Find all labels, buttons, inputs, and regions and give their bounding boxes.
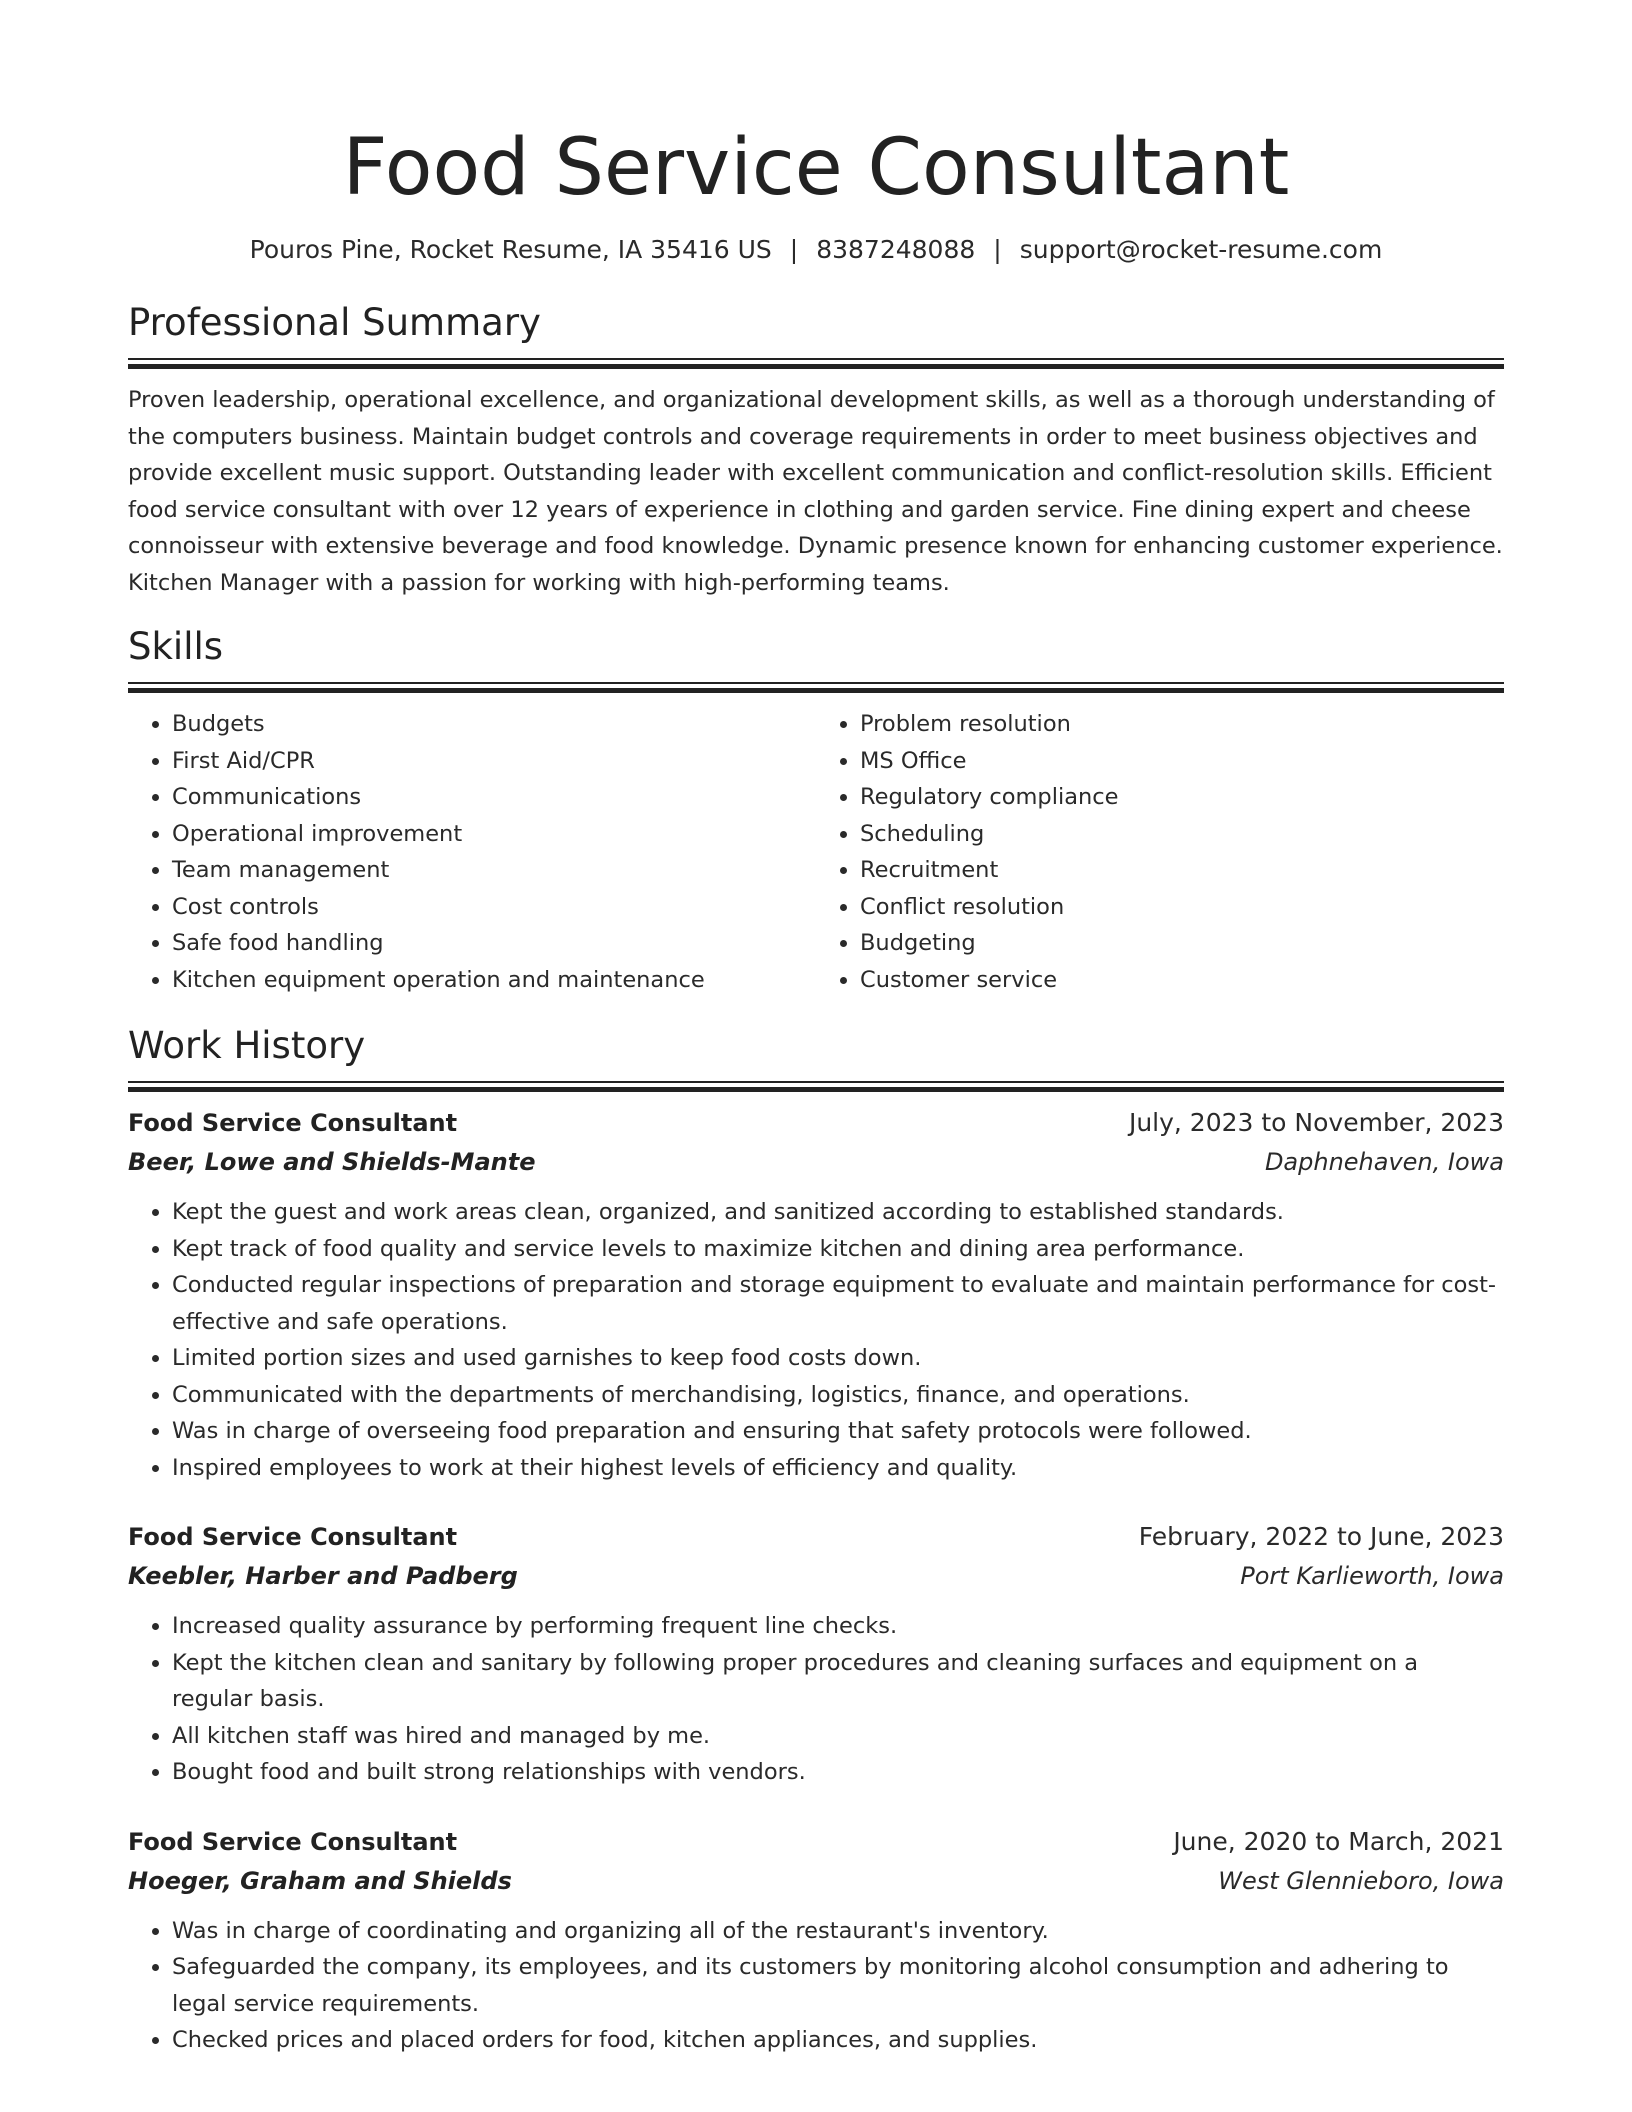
summary-text: Proven leadership, operational excellence, and organizational development skills, as well as a thorough understanding of the computers business. Maintain budget controls and coverage requirements in order to meet business objectives and provide excellent music support. Outstanding leader with excellent communication and conflict-resolution skills. Efficient food service consultant with over 12 years of experience in clothing and garden service. Fine dining expert and cheese connoisseur with extensive beverage and food knowledge. Dynamic presence known for enhancing customer experience. Kitchen Manager with a passion for working with high-performing teams. — [128, 387, 1503, 596]
job-dates: February, 2022 to June, 2023 — [1138, 1522, 1504, 1551]
skill-item: • Cost controls — [172, 889, 816, 926]
job-header — [128, 1104, 1504, 1142]
skill-item: • Budgets — [172, 706, 816, 743]
job-location: Daphnehaven, Iowa — [1264, 1148, 1504, 1176]
job-entry — [128, 1104, 1504, 1486]
skill-item: • Kitchen equipment operation and maintenance — [172, 962, 816, 999]
job-bullet: • Inspired employees to work at their highest levels of efficiency and quality. — [172, 1450, 1504, 1487]
resume-name: Food Service Consultant — [342, 123, 1290, 213]
job-company: Beer, Lowe and Shields-Mante — [128, 1148, 536, 1176]
contact-separator: | — [789, 235, 799, 264]
job-dates: July, 2023 to November, 2023 — [1128, 1108, 1504, 1137]
job-location: West Glennieboro, Iowa — [1218, 1866, 1504, 1895]
job-title: Food Service Consultant — [128, 1109, 458, 1137]
contact-address: Pouros Pine, Rocket Resume, IA 35416 US — [249, 235, 772, 264]
job-dates: June, 2020 to March, 2021 — [1173, 1826, 1504, 1856]
job-entry — [128, 1518, 1504, 1791]
work-history-section — [128, 1023, 1504, 2059]
job-entry — [128, 1823, 1504, 2059]
skill-item: • Communications — [172, 779, 816, 816]
job-company: Keebler, Harber and Padberg — [128, 1562, 518, 1590]
contact-email: support@rocket-resume.com — [1019, 235, 1383, 264]
section-title-work-history: Work History — [128, 1024, 366, 1067]
job-bullets — [128, 1913, 1504, 2059]
section-divider — [128, 1081, 1504, 1092]
section-title-summary: Professional Summary — [128, 301, 541, 344]
job-subheader — [128, 1556, 1504, 1596]
job-bullet: • Communicated with the departments of merchandising, logistics, finance, and operations. — [172, 1377, 1504, 1414]
section-title-skills: Skills — [128, 625, 224, 668]
skill-item: • MS Office — [860, 743, 1504, 780]
job-bullet: • Safeguarded the company, its employees, and its customers by monitoring alcohol consumption and adhering to legal service requirements. — [172, 1949, 1504, 2022]
contact-phone: 8387248088 — [816, 235, 976, 264]
skill-item: • First Aid/CPR — [172, 743, 816, 780]
job-bullet: • Increased quality assurance by performing frequent line checks. — [172, 1608, 1504, 1645]
skills-list-left — [128, 706, 816, 998]
job-title: Food Service Consultant — [128, 1523, 458, 1551]
job-title: Food Service Consultant — [128, 1827, 458, 1856]
job-bullet: • Bought food and built strong relationships with vendors. — [172, 1754, 1504, 1791]
job-bullet: • Kept track of food quality and service levels to maximize kitchen and dining area performance. — [172, 1231, 1504, 1268]
job-bullet: • Was in charge of overseeing food preparation and ensuring that safety protocols were followed. — [172, 1413, 1504, 1450]
section-divider — [128, 682, 1504, 693]
skills-columns — [128, 706, 1504, 998]
skill-item: • Team management — [172, 852, 816, 889]
job-bullet: • Kept the guest and work areas clean, organized, and sanitized according to established standards. — [172, 1194, 1504, 1231]
job-company: Hoeger, Graham and Shields — [128, 1866, 512, 1895]
contact-line — [128, 234, 1504, 266]
job-header — [128, 1518, 1504, 1556]
job-subheader — [128, 1142, 1504, 1182]
summary-section — [128, 300, 1504, 601]
skills-section — [128, 624, 1504, 998]
job-bullet: • All kitchen staff was hired and managed by me. — [172, 1718, 1504, 1755]
contact-separator: | — [993, 235, 1002, 264]
job-bullets — [128, 1194, 1504, 1486]
job-subheader — [128, 1861, 1504, 1901]
job-bullet: • Conducted regular inspections of preparation and storage equipment to evaluate and maintain performance for cost-effective and safe operations. — [172, 1267, 1504, 1340]
job-header — [128, 1823, 1504, 1861]
section-divider — [128, 358, 1504, 369]
skill-item: • Safe food handling — [172, 925, 816, 962]
skill-item: • Operational improvement — [172, 816, 816, 853]
skills-list-right — [816, 706, 1504, 998]
skill-item: • Conflict resolution — [860, 889, 1504, 926]
job-bullet: • Checked prices and placed orders for food, kitchen appliances, and supplies. — [172, 2022, 1504, 2059]
skill-item: • Problem resolution — [860, 706, 1504, 743]
skill-item: • Scheduling — [860, 816, 1504, 853]
job-location: Port Karlieworth, Iowa — [1240, 1562, 1504, 1590]
job-bullet: • Was in charge of coordinating and organizing all of the restaurant's inventory. — [172, 1913, 1504, 1950]
resume-page — [128, 0, 1504, 2059]
skill-item: • Regulatory compliance — [860, 779, 1504, 816]
skill-item: • Recruitment — [860, 852, 1504, 889]
job-bullet: • Limited portion sizes and used garnishes to keep food costs down. — [172, 1340, 1504, 1377]
job-bullets — [128, 1608, 1504, 1791]
skill-item: • Budgeting — [860, 925, 1504, 962]
job-bullet: • Kept the kitchen clean and sanitary by following proper procedures and cleaning surfaces and equipment on a regular basis. — [172, 1645, 1504, 1718]
skill-item: • Customer service — [860, 962, 1504, 999]
